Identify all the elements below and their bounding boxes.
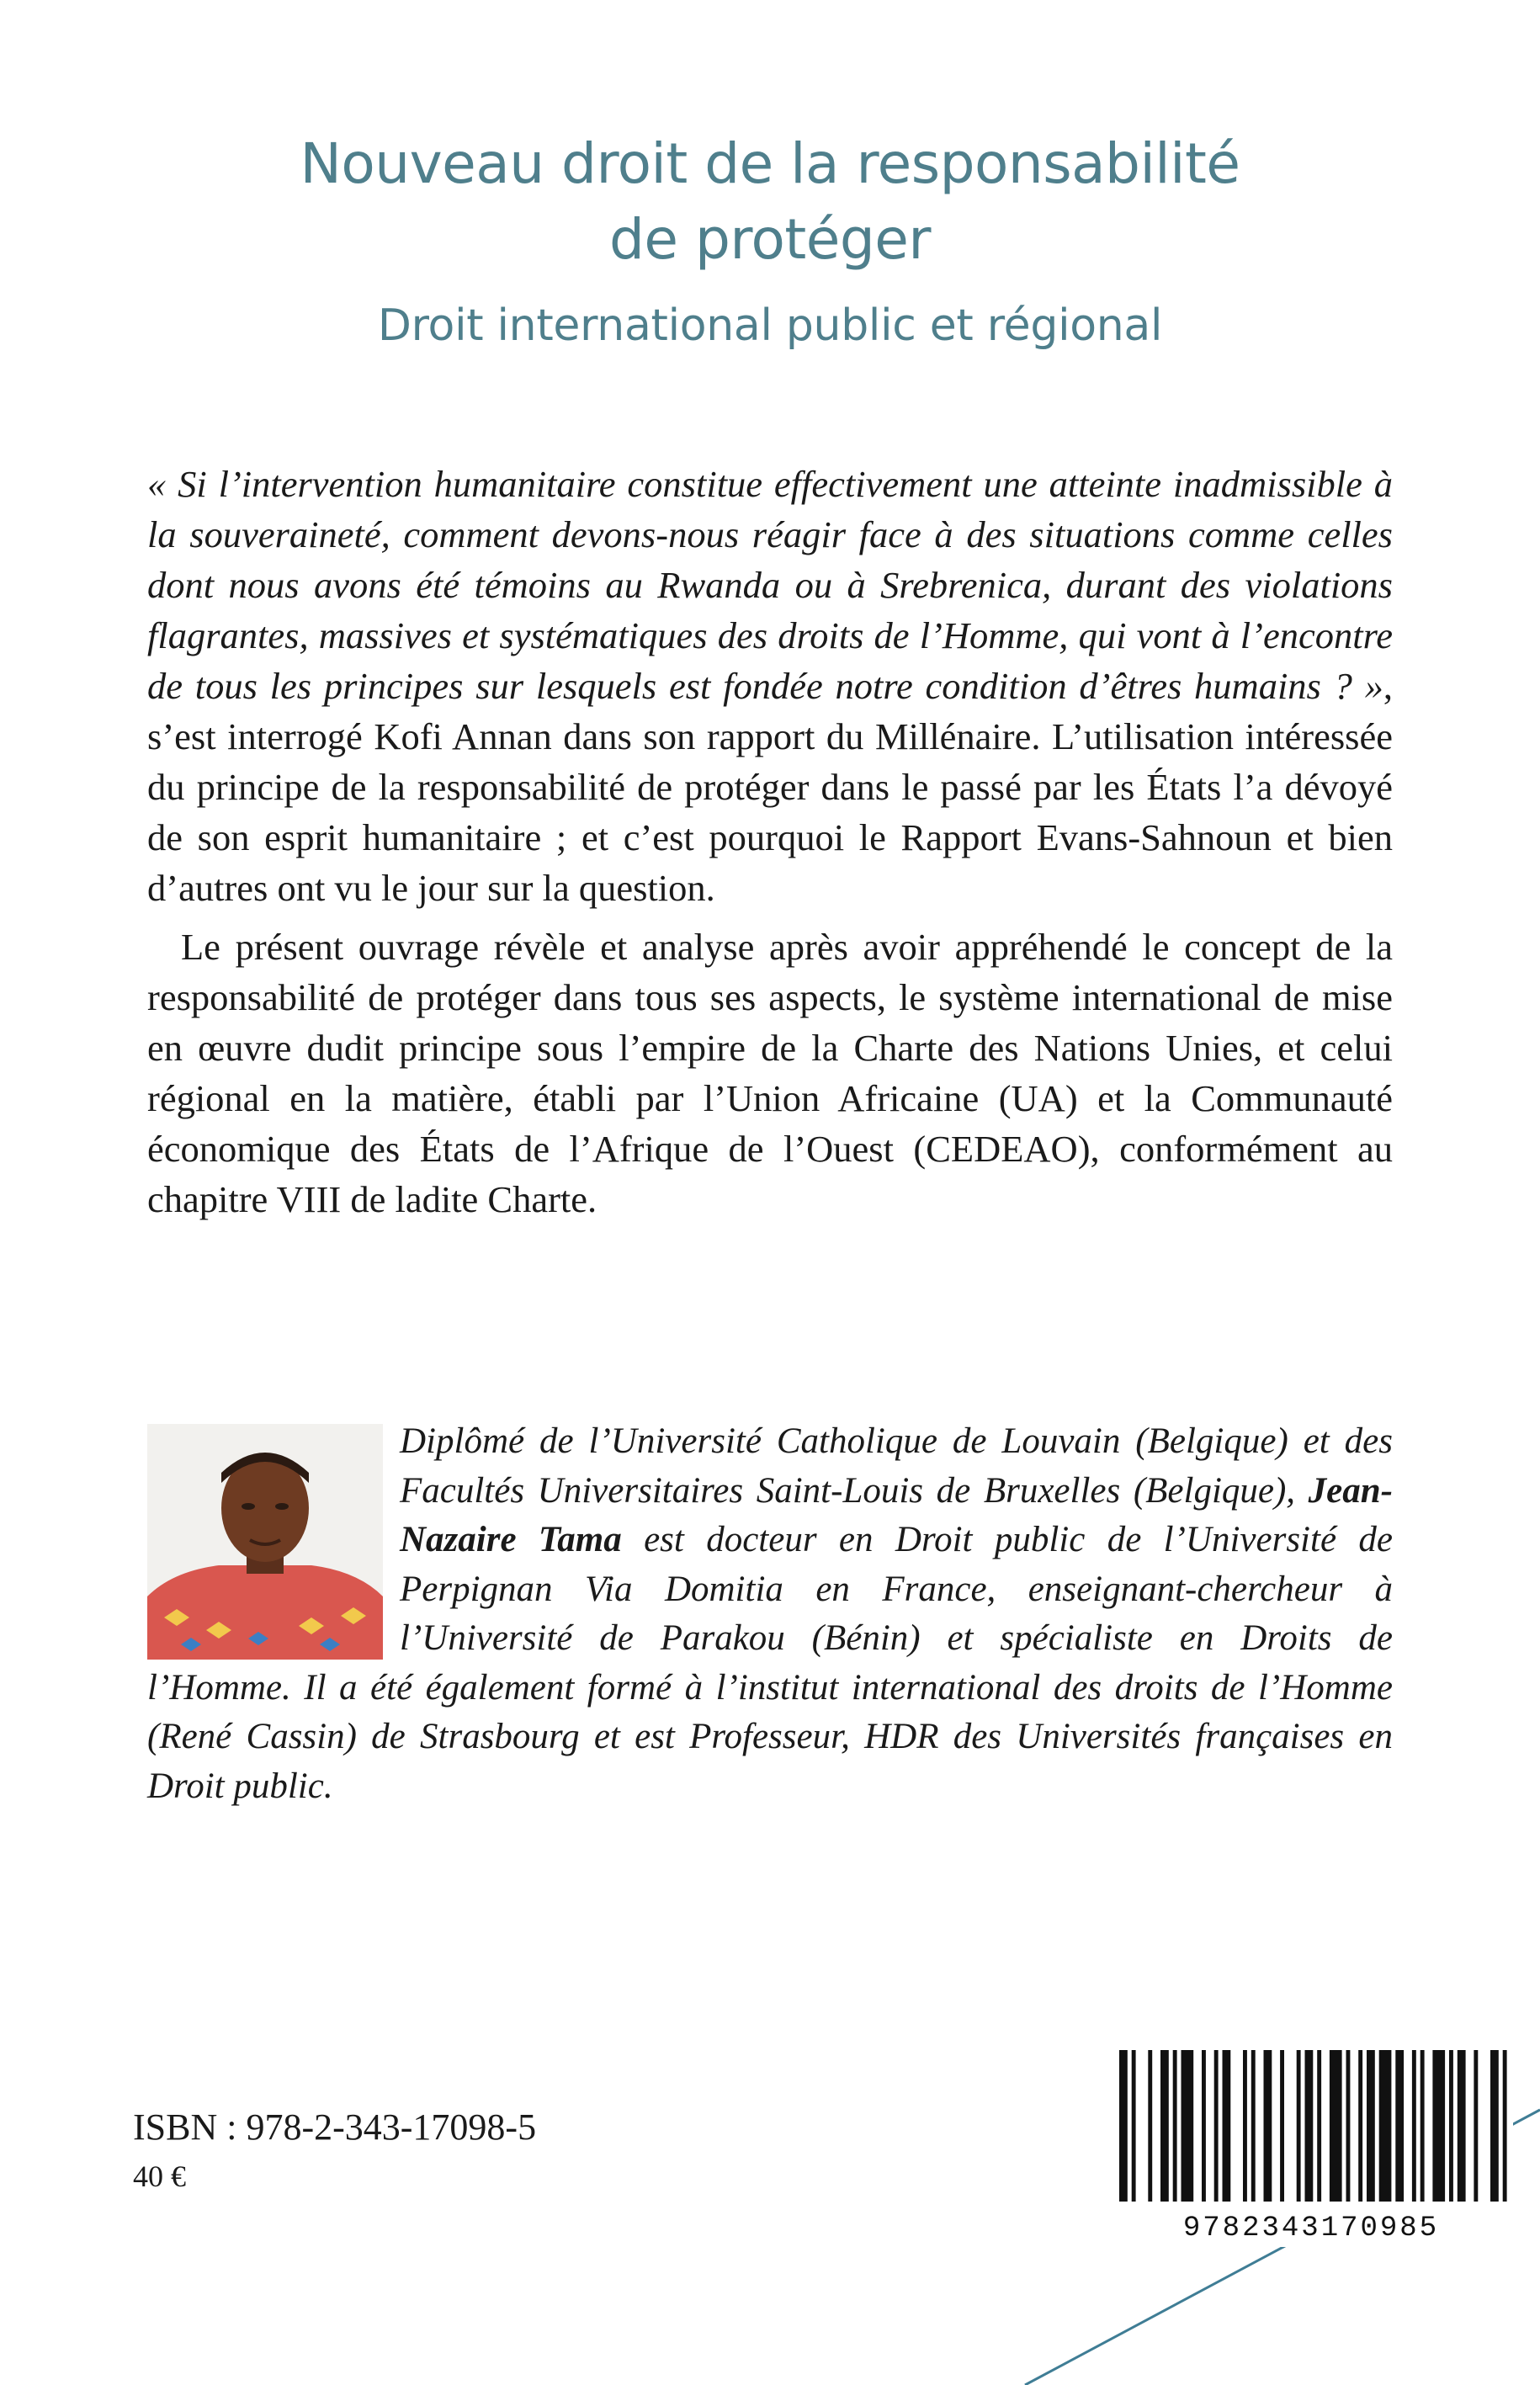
isbn-label: ISBN : 978-2-343-17098-5: [133, 2106, 537, 2148]
barcode-bar: [1148, 2050, 1152, 2202]
barcode-bar: [1251, 2050, 1256, 2202]
barcode-bar: [1432, 2050, 1445, 2202]
barcode-bar: [1358, 2050, 1362, 2202]
quote-attribution: , s’est interrogé Kofi Annan dans son rapport du Millénaire. L’utilisation intéressée du principe de la responsabilité de protéger dans le passé par les États l’a dévoyé de son esprit humanitaire ; et c’est pourquoi le Rapport Evans-Sahnoun et bien d’autres ont vu le jour sur la question.: [147, 665, 1393, 909]
barcode-bar: [1458, 2050, 1466, 2202]
author-bio-text: Diplômé de l’Université Catholique de Louvain (Belgique) et des Facultés Universitaires Saint-Louis de Bruxelles (Belgique), Jean-Nazaire Tama est docteur en Droit public de l’Université de Perpignan Via Domitia en France, enseignant-chercheur à l’Université de Parakou (Bénin) et spécialiste en Droits de l’Homme. Il a été également formé à l’institut international des droits de l’Homme (René Cassin) de Strasbourg et est Professeur, HDR des Universités françaises en Droit public.: [147, 1421, 1393, 1806]
barcode: [1109, 2045, 1513, 2247]
barcode-bar: [1264, 2050, 1272, 2202]
barcode-bar: [1449, 2050, 1453, 2202]
barcode-bar: [1243, 2050, 1247, 2202]
barcode-bar: [1490, 2050, 1499, 2202]
price-label: 40 €: [133, 2159, 186, 2193]
barcode-bar: [1379, 2050, 1392, 2202]
barcode-bar: [1395, 2050, 1404, 2202]
barcode-bar: [1223, 2050, 1231, 2202]
barcode-bar: [1503, 2050, 1507, 2202]
barcode-bar: [1214, 2050, 1219, 2202]
barcode-bar: [1367, 2050, 1375, 2202]
barcode-bar: [1173, 2050, 1177, 2202]
barcode-bar: [1474, 2050, 1478, 2202]
barcode-bar: [1317, 2050, 1321, 2202]
blurb-paragraph-2: Le présent ouvrage révèle et analyse après avoir appréhendé le concept de la responsabilité de protéger dans tous ses aspects, le système international de mise en œuvre dudit principe sous l’empire de la Charte des Nations Unies, et celui régional en la matière, établi par l’Union Africaine (UA) et la Communauté économique des États de l’Afrique de l’Ouest (CEDEAO), conformément au chapitre VIII de ladite Charte.: [147, 926, 1393, 1220]
barcode-bar: [1132, 2050, 1136, 2202]
barcode-bar: [1280, 2050, 1284, 2202]
barcode-bar: [1330, 2050, 1342, 2202]
book-subtitle: Droit international public et régional: [377, 300, 1163, 351]
barcode-bar: [1297, 2050, 1301, 2202]
barcode-bar: [1412, 2050, 1416, 2202]
barcode-bar: [1202, 2050, 1206, 2202]
barcode-bar: [1305, 2050, 1314, 2202]
author-name: Jean-Nazaire Tama: [400, 1470, 1393, 1559]
barcode-bar: [1160, 2050, 1169, 2202]
barcode-bar: [1182, 2050, 1194, 2202]
title-line-2: de protéger: [608, 207, 932, 272]
annan-quote: « Si l’intervention humanitaire constitue effectivement une atteinte inadmissible à la souveraineté, comment devons-nous réagir face à des situations comme celles dont nous avons été témoins au Rwanda ou à Srebrenica, durant des violations flagrantes, massives et systématiques des droits de l’Homme, qui vont à l’encontre de tous les principes sur lesquels est fondée notre condition d’êtres humains ? »: [147, 463, 1393, 707]
barcode-bar: [1421, 2050, 1425, 2202]
barcode-bar: [1346, 2050, 1351, 2202]
title-line-1: Nouveau droit de la responsabilité: [300, 131, 1240, 196]
barcode-number: 9782343170985: [1182, 2212, 1440, 2244]
barcode-bar: [1119, 2050, 1128, 2202]
